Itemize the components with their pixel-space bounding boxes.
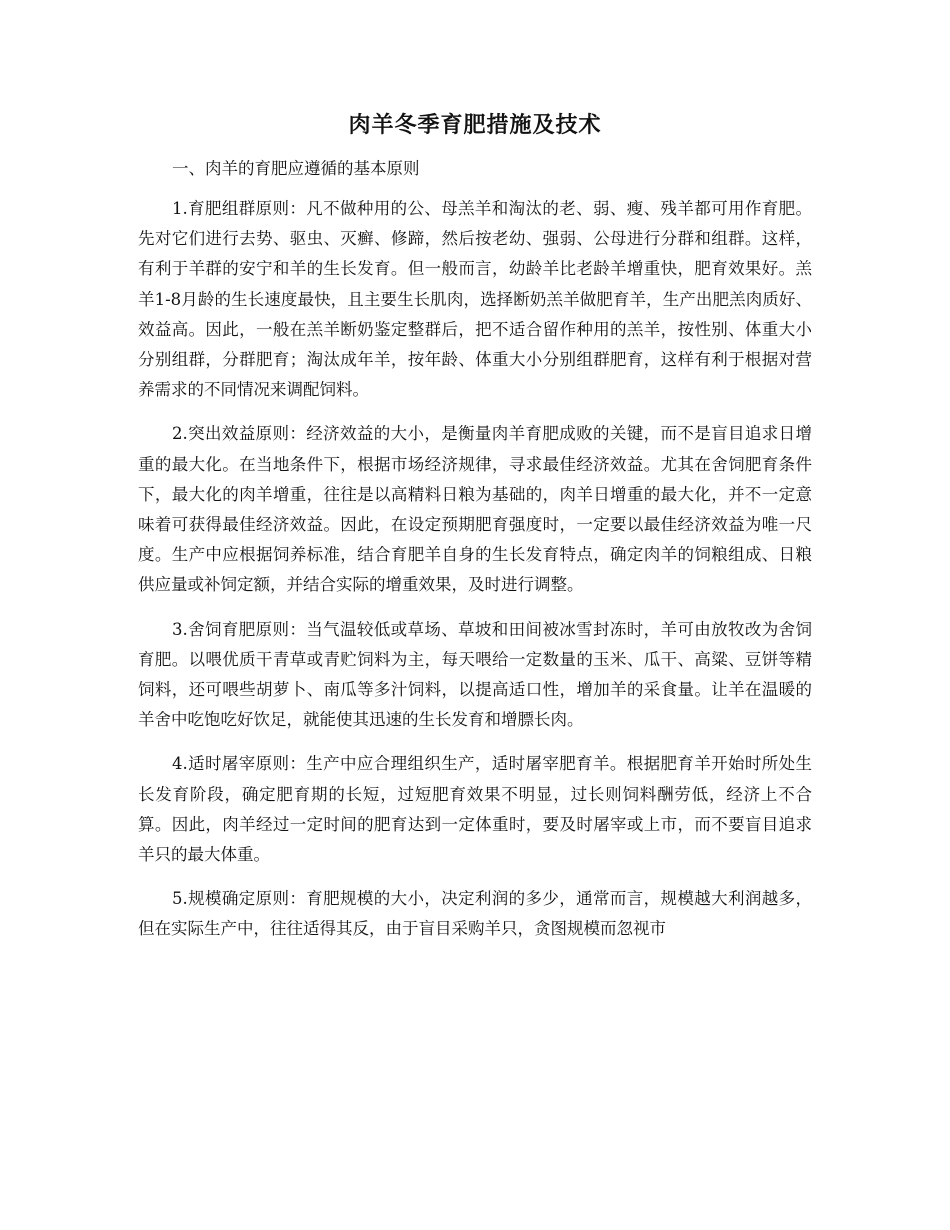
paragraph-scale-principle: 5.规模确定原则：育肥规模的大小，决定利润的多少，通常而言，规模越大利润越多，但在实际生产中，往往适得其反，由于盲目采购羊只，贪图规模而忽视市 [138, 889, 812, 939]
paragraph-slaughter-timing-principle: 4.适时屠宰原则：生产中应合理组织生产，适时屠宰肥育羊。根据肥育羊开始时所处生长发育阶段，确定肥育期的长短，过短肥育效果不明显，过长则饲料酬劳低，经济上不合算。因此，肉羊经过一定时间的肥育达到一定体重时，要及时屠宰或上市，而不要盲目追求羊只的最大体重。 [138, 754, 812, 865]
paragraph-indoor-feeding-principle: 3.舍饲育肥原则：当气温较低或草场、草坡和田间被冰雪封冻时，羊可由放牧改为舍饲育肥。以喂优质干青草或青贮饲料为主，每天喂给一定数量的玉米、瓜干、高粱、豆饼等精饲料，还可喂些胡萝卜、南瓜等多汁饲料，以提高适口性，增加羊的采食量。让羊在温暖的羊舍中吃饱吃好饮足，就能使其迅速的生长发育和增膘长肉。 [138, 619, 812, 730]
document-title: 肉羊冬季育肥措施及技术 [348, 112, 602, 138]
paragraph-efficiency-principle: 2.突出效益原则：经济效益的大小，是衡量肉羊育肥成败的关键，而不是盲目追求日增重的最大化。在当地条件下，根据市场经济规律，寻求最佳经济效益。尤其在舍饲肥育条件下，最大化的肉羊增重，往往是以高精料日粮为基础的，肉羊日增重的最大化，并不一定意味着可获得最佳经济效益。因此，在设定预期肥育强度时，一定要以最佳经济效益为唯一尺度。生产中应根据饲养标准，结合育肥羊自身的生长发育特点，确定肉羊的饲粮组成、日粮供应量或补饲定额，并结合实际的增重效果，及时进行调整。 [138, 424, 812, 595]
section-heading: 一、肉羊的育肥应遵循的基本原则 [172, 159, 420, 178]
paragraph-grouping-principle: 1.育肥组群原则：凡不做种用的公、母羔羊和淘汰的老、弱、瘦、残羊都可用作育肥。先对它们进行去势、驱虫、灭癣、修蹄，然后按老幼、强弱、公母进行分群和组群。这样，有利于羊群的安宁和羊的生长发育。但一般而言，幼龄羊比老龄羊增重快，肥育效果好。羔羊1-8月龄的生长速度最快，且主要生长肌肉，选择断奶羔羊做肥育羊，生产出肥羔肉质好、效益高。因此，一般在羔羊断奶鉴定整群后，把不适合留作种用的羔羊，按性别、体重大小分别组群，分群肥育；淘汰成年羊，按年龄、体重大小分别组群肥育，这样有利于根据对营养需求的不同情况来调配饲料。 [138, 199, 812, 400]
